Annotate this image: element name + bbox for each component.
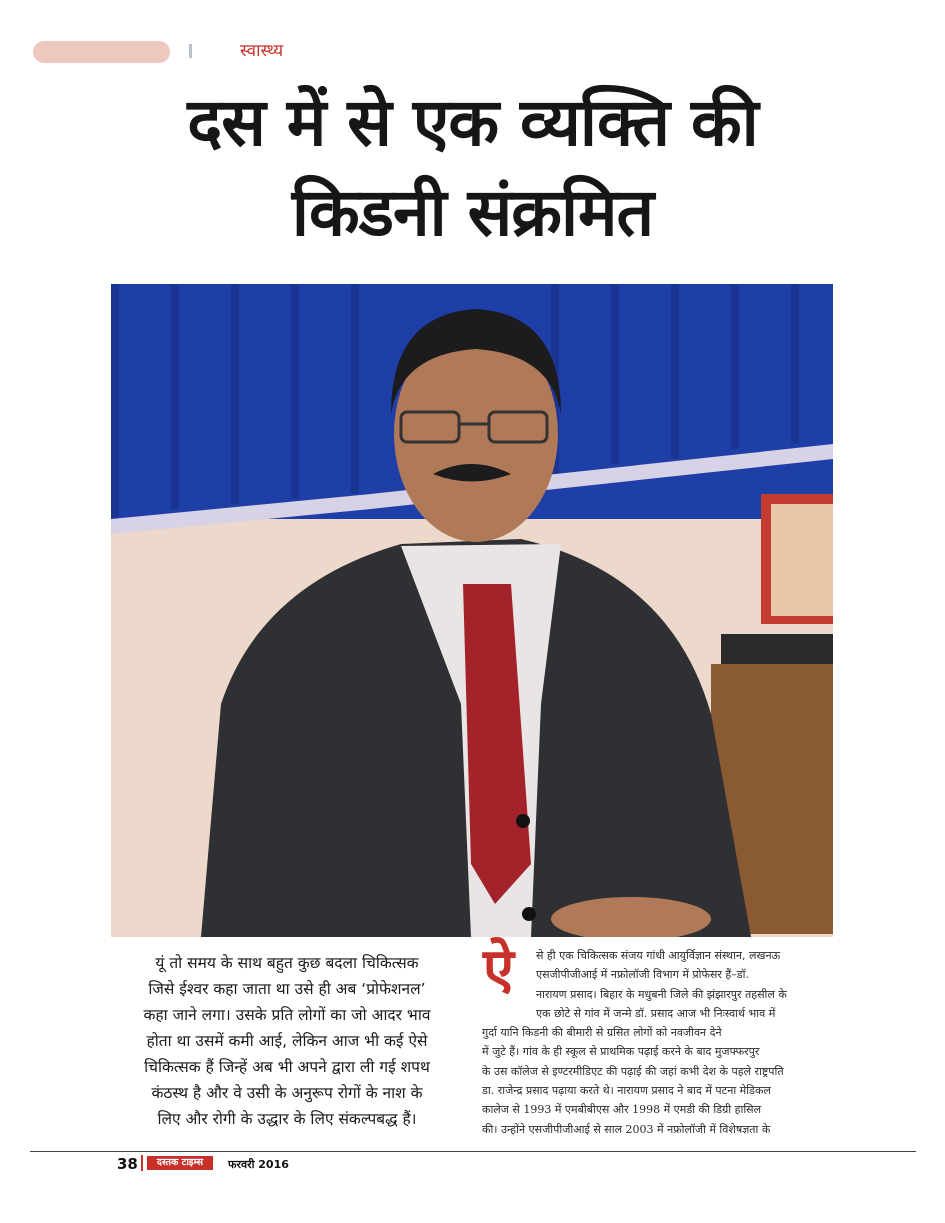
pullquote-line: होता था उसमें कमी आई, लेकिन आज भी कई ऐसे [146, 1032, 428, 1050]
pullquote-line: जिसे ईश्वर कहा जाता था उसे ही अब ‘प्रोफेशनल’ [148, 980, 426, 998]
article-line: डा. राजेन्द्र प्रसाद पढ़ाया करते थे। नारायण प्रसाद ने बाद में पटना मेडिकल [482, 1084, 771, 1098]
article-line: एसजीपीजीआई में नफ्रोलॉजी विभाग में प्रोफेसर हैं–डॉ. [536, 968, 750, 982]
article-line: से ही एक चिकित्सक संजय गांधी आयुर्विज्ञान संस्थान, लखनऊ [536, 949, 781, 962]
doctor-portrait-photo [111, 284, 833, 937]
section-tab-pill [33, 41, 170, 63]
pullquote-line: कहा जाने लगा। उसके प्रति लोगों का जो आदर भाव [143, 1006, 431, 1024]
section-separator [189, 44, 192, 58]
page-number: 38 [117, 1155, 138, 1173]
section-label: स्वास्थ्य [240, 41, 284, 61]
pullquote-line: लिए और रोगी के उद्धार के लिए संकल्पबद्ध हैं। [157, 1110, 417, 1128]
headline-line-1: दस में से एक व्यक्ति की [187, 84, 758, 161]
magazine-logo: दस्तक टाइम्स [147, 1156, 213, 1170]
article-line: की। उन्होंने एसजीपीजीआई से साल 2003 में नफ्रोलॉजी में विशेषज्ञता के [482, 1122, 771, 1136]
article-line: नारायण प्रसाद। बिहार के मधुबनी जिले की झंझारपुर तहसील के [536, 987, 787, 1001]
article-line: में जुटे हैं। गांव के ही स्कूल से प्राथमिक पढ़ाई करने के बाद मुजफ्फरपुर [482, 1045, 760, 1059]
pull-quote [112, 950, 462, 1132]
headline-line-2: किडनी संक्रमित [291, 174, 654, 251]
article-body [482, 946, 834, 1139]
article-line: के उस कॉलेज से इण्टरमीडिएट की पढ़ाई की जहां कभी देश के पहले राष्ट्रपति [482, 1064, 784, 1078]
issue-date: फरवरी 2016 [228, 1158, 289, 1171]
footer-rule [30, 1151, 916, 1152]
pullquote-line: यूं तो समय के साथ बहुत कुछ बदला चिकित्सक [155, 954, 419, 972]
article-line: एक छोटे से गांव में जन्मे डॉ. प्रसाद आज भी निःस्वार्थ भाव में [536, 1006, 776, 1020]
portrait-illustration [111, 284, 833, 937]
pullquote-line: कंठस्थ है और वे उसी के अनुरूप रोगों के नाश के [151, 1084, 423, 1102]
article-line: कालेज से 1993 में एमबीबीएस और 1998 में एमडी की डिग्री हासिल [482, 1103, 762, 1117]
footer-divider [141, 1155, 143, 1171]
article-line: गुर्दा यानि किडनी की बीमारी से ग्रसित लोगों को नवजीवन देने [482, 1026, 722, 1040]
pullquote-line: चिकित्सक हैं जिन्हें अब भी अपने द्वारा ली गई शपथ [144, 1058, 430, 1076]
article-dropcap: ऐ [483, 937, 514, 1002]
